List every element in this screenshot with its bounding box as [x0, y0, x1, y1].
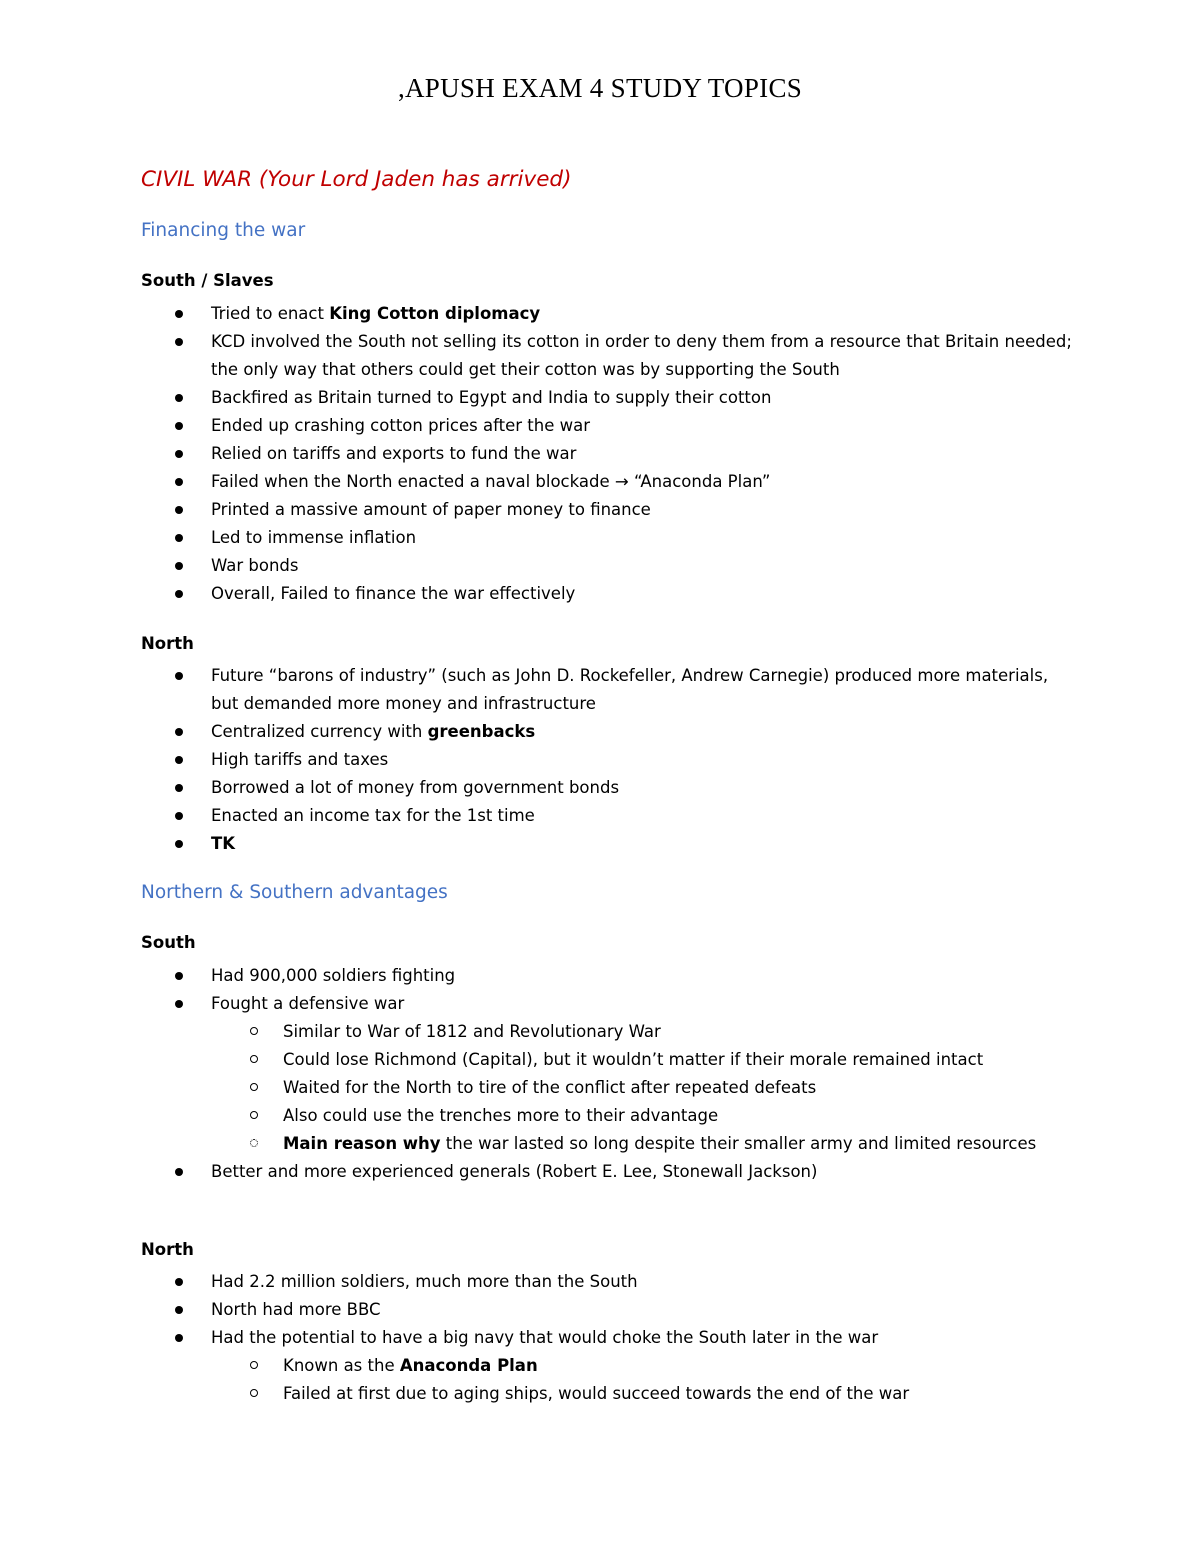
bullet-icon — [175, 784, 183, 792]
list-item — [0, 746, 1200, 774]
list-item — [0, 440, 1200, 468]
list-item-text — [211, 304, 540, 323]
list-item-text — [211, 416, 590, 435]
hollow-bullet-icon — [250, 1139, 258, 1147]
bullet-icon — [175, 1306, 183, 1314]
bullet-icon — [175, 534, 183, 542]
list-item — [0, 718, 1200, 746]
list-item-text-plain: War bonds — [211, 556, 299, 575]
list-item-text-plain: Could lose Richmond (Capital), but it wouldn’t matter if their morale remained intact — [283, 1050, 984, 1069]
south-advantages-list — [0, 962, 1200, 1186]
hollow-bullet-icon — [250, 1027, 258, 1035]
list-item — [0, 468, 1200, 496]
heading-south-advantages: South — [141, 933, 196, 952]
list-item-text-plain: Relied on tariffs and exports to fund the war — [211, 444, 577, 463]
bullet-icon — [175, 972, 183, 980]
list-item — [0, 802, 1200, 830]
list-item-text-plain: Similar to War of 1812 and Revolutionary War — [283, 1022, 661, 1041]
bullet-icon — [175, 394, 183, 402]
list-item — [0, 412, 1200, 440]
hollow-bullet-icon — [250, 1055, 258, 1063]
sub-list-item — [0, 1074, 1200, 1102]
list-item-text-plain: KCD involved the South not selling its cotton in order to deny them from a resource that Britain needed; the only way that others could get their cotton was by supporting the South — [211, 332, 1072, 379]
heading-northern-southern-advantages: Northern & Southern advantages — [141, 882, 448, 903]
list-item-text-plain: Enacted an income tax for the 1st time — [211, 806, 535, 825]
list-item-text — [283, 1384, 909, 1403]
bullet-icon — [175, 1334, 183, 1342]
list-item-text — [211, 584, 575, 603]
bullet-icon — [175, 728, 183, 736]
bullet-icon — [175, 590, 183, 598]
list-item-text: Had the potential to have a big navy that would choke the South later in the war — [211, 1328, 879, 1347]
bullet-icon — [175, 672, 183, 680]
bullet-icon — [175, 338, 183, 346]
sub-list-item — [0, 1018, 1200, 1046]
south-financing-list — [0, 300, 1200, 608]
list-item-text-bold: King Cotton diplomacy — [329, 304, 541, 323]
bullet-icon — [175, 450, 183, 458]
list-item-text: Fought a defensive war — [211, 994, 405, 1013]
hollow-bullet-icon — [250, 1389, 258, 1397]
list-item-text — [211, 806, 535, 825]
sub-list-item — [0, 1380, 1200, 1408]
list-item-text — [211, 778, 619, 797]
list-item-text-plain: Centralized currency with — [211, 722, 428, 741]
list-item — [0, 496, 1200, 524]
list-item-text-plain: Printed a massive amount of paper money to finance — [211, 500, 651, 519]
list-item — [0, 524, 1200, 552]
heading-north-financing: North — [141, 634, 194, 653]
sub-list-item — [0, 1102, 1200, 1130]
list-item-text-plain: the war lasted so long despite their smaller army and limited resources — [440, 1134, 1037, 1153]
heading-financing-the-war: Financing the war — [141, 220, 306, 241]
heading-north-advantages: North — [141, 1240, 194, 1259]
list-item-text — [211, 388, 771, 407]
list-item-text — [283, 1134, 1036, 1153]
list-item-text — [283, 1050, 983, 1069]
sub-list-item — [0, 1130, 1200, 1158]
list-item-text-plain: Known as the — [283, 1356, 400, 1375]
bullet-icon — [175, 478, 183, 486]
list-item-text-plain: Tried to enact — [211, 304, 330, 323]
section-title-civil-war: CIVIL WAR (Your Lord Jaden has arrived) — [141, 167, 572, 192]
bullet-icon — [175, 562, 183, 570]
list-item-text — [211, 528, 416, 547]
bullet-icon — [175, 506, 183, 514]
north-financing-list — [0, 662, 1200, 858]
list-item-text — [283, 1022, 661, 1041]
sub-list-item — [0, 1046, 1200, 1074]
heading-south-slaves: South / Slaves — [141, 271, 274, 290]
list-item — [0, 552, 1200, 580]
list-item-text: Had 2.2 million soldiers, much more than the South — [211, 1272, 638, 1291]
list-item — [0, 774, 1200, 802]
list-item — [0, 384, 1200, 412]
bullet-icon — [175, 812, 183, 820]
hollow-bullet-icon — [250, 1083, 258, 1091]
list-item — [0, 990, 1200, 1018]
list-item-text-plain: Waited for the North to tire of the conflict after repeated defeats — [283, 1078, 817, 1097]
list-item-text: North had more BBC — [211, 1300, 381, 1319]
list-item-text-plain: High tariffs and taxes — [211, 750, 389, 769]
list-item — [0, 580, 1200, 608]
list-item — [0, 1268, 1200, 1296]
list-item — [0, 328, 1200, 384]
list-item-text-bold: greenbacks — [427, 722, 536, 741]
south-defensive-sublist — [0, 1018, 1200, 1158]
list-item-text-plain: Ended up crashing cotton prices after the war — [211, 416, 590, 435]
list-item-text-plain: Future “barons of industry” (such as John D. Rockefeller, Andrew Carnegie) produced more materials, but demanded more money and infrastructure — [211, 666, 1049, 713]
bullet-icon — [175, 840, 183, 848]
sub-list-item — [0, 1352, 1200, 1380]
bullet-icon — [175, 1168, 183, 1176]
list-item-text-plain: Borrowed a lot of money from government bonds — [211, 778, 620, 797]
north-advantages-list — [0, 1268, 1200, 1408]
list-item — [0, 1296, 1200, 1324]
bullet-icon — [175, 1278, 183, 1286]
list-item-text — [283, 1356, 538, 1375]
list-item-text-bold: Anaconda Plan — [399, 1356, 538, 1375]
list-item-text-plain: Failed at first due to aging ships, would succeed towards the end of the war — [283, 1384, 910, 1403]
list-item-text-plain: Led to immense inflation — [211, 528, 417, 547]
list-item-text-plain: Overall, Failed to finance the war effectively — [211, 584, 576, 603]
bullet-icon — [175, 310, 183, 318]
list-item-text — [283, 1078, 816, 1097]
list-item-text-plain: Also could use the trenches more to their advantage — [283, 1106, 719, 1125]
list-item-text — [283, 1106, 718, 1125]
list-item — [0, 962, 1200, 990]
list-item-text-plain: Backfired as Britain turned to Egypt and India to supply their cotton — [211, 388, 772, 407]
hollow-bullet-icon — [250, 1361, 258, 1369]
list-item — [0, 662, 1200, 718]
list-item — [0, 300, 1200, 328]
bullet-icon — [175, 756, 183, 764]
list-item-text — [211, 834, 235, 853]
document-title: ,APUSH EXAM 4 STUDY TOPICS — [397, 73, 803, 103]
list-item-text-bold: Main reason why — [283, 1134, 441, 1153]
list-item-text-bold: TK — [211, 834, 236, 853]
list-item-text — [211, 472, 770, 491]
list-item-text — [211, 722, 535, 741]
north-navy-sublist — [0, 1352, 1200, 1408]
hollow-bullet-icon — [250, 1111, 258, 1119]
list-item — [0, 1324, 1200, 1352]
list-item-text-plain: Failed when the North enacted a naval blockade → “Anaconda Plan” — [211, 472, 771, 491]
list-item-text — [211, 666, 1048, 713]
bullet-icon — [175, 422, 183, 430]
list-item — [0, 830, 1200, 858]
list-item-text: Better and more experienced generals (Robert E. Lee, Stonewall Jackson) — [211, 1162, 818, 1181]
list-item-text — [211, 444, 576, 463]
list-item-text — [211, 750, 388, 769]
list-item — [0, 1158, 1200, 1186]
list-item-text: Had 900,000 soldiers fighting — [211, 966, 456, 985]
list-item-text — [211, 556, 299, 575]
list-item-text — [211, 500, 651, 519]
bullet-icon — [175, 1000, 183, 1008]
list-item-text — [211, 332, 1072, 379]
